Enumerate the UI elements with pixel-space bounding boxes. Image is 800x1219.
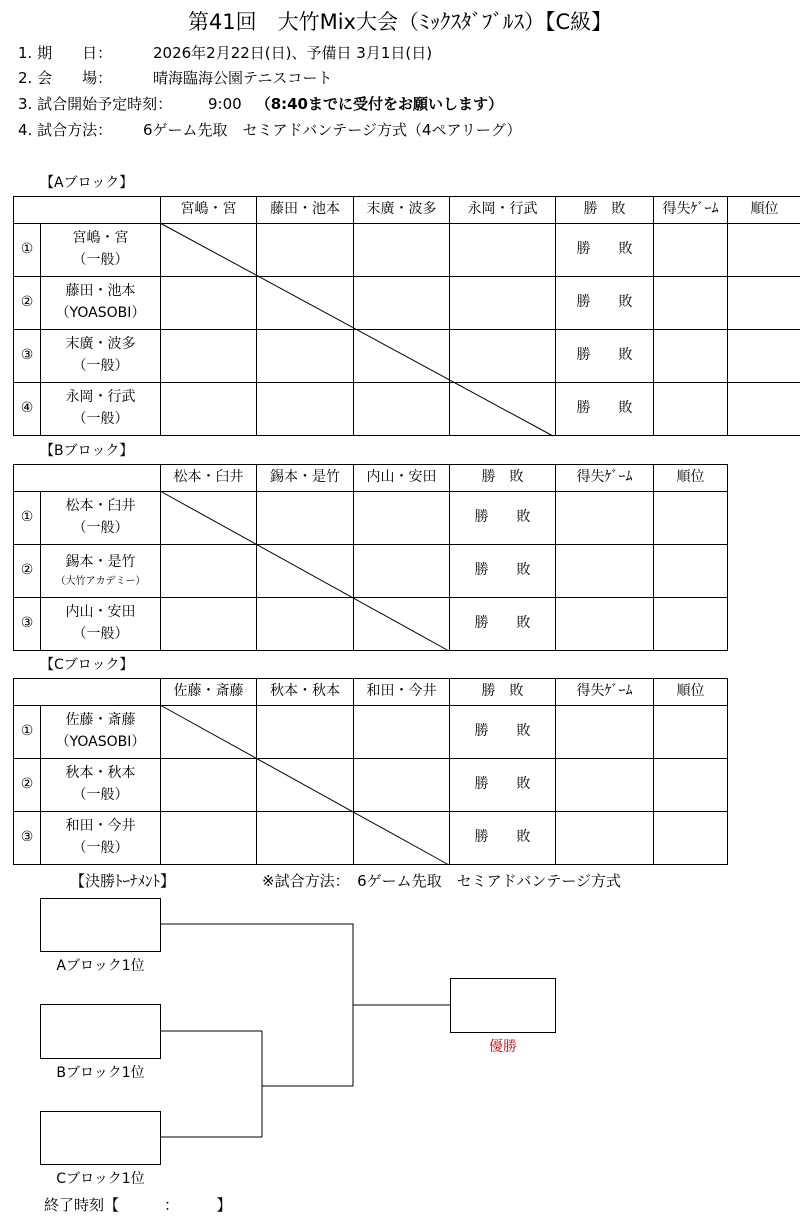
info-start-label: 3. 試合開始予定時刻：: [18, 95, 173, 113]
header-rank: 順位: [728, 197, 800, 224]
team-name: 内山・安田: [65, 604, 136, 621]
slot-a-label: Aブロック1位: [56, 958, 145, 974]
team-number: ①: [14, 492, 41, 545]
win-text: 勝: [474, 509, 489, 526]
team-name: 藤田・池本: [65, 283, 136, 300]
block-c-col-1: 佐藤・斎藤: [161, 679, 257, 706]
loss-text: 敗: [516, 562, 531, 579]
header-rank: 順位: [654, 679, 728, 706]
slot-a-box[interactable]: [40, 898, 161, 952]
team-affiliation: （大竹アカデミー）: [55, 576, 146, 588]
team-number: ④: [14, 383, 41, 436]
winner-label: 優勝: [489, 1039, 517, 1055]
block-b-col-3: 内山・安田: [354, 465, 450, 492]
team-name: 末廣・波多: [65, 336, 136, 353]
block-b-label: 【Bブロック】: [40, 443, 134, 459]
block-c-col-2: 秋本・秋本: [257, 679, 354, 706]
team-number: ①: [14, 706, 41, 759]
block-a-col-1: 宮嶋・宮: [161, 197, 257, 224]
header-games: 得失ｹﾞｰﾑ: [654, 197, 728, 224]
end-time: 終了時刻【 ： 】: [44, 1196, 232, 1214]
team-number: ②: [14, 277, 41, 330]
team-name: 佐藤・斎藤: [65, 712, 136, 729]
win-text: 勝: [576, 294, 591, 311]
loss-text: 敗: [516, 509, 531, 526]
slot-b-box[interactable]: [40, 1004, 161, 1059]
header-win-loss: 勝 敗: [450, 679, 556, 706]
loss-text: 敗: [516, 776, 531, 793]
loss-text: 敗: [516, 723, 531, 740]
team-affiliation: （一般）: [72, 358, 129, 374]
slot-c-box[interactable]: [40, 1111, 161, 1165]
block-a-col-3: 末廣・波多: [354, 197, 450, 224]
loss-text: 敗: [618, 400, 633, 417]
team-number: ③: [14, 330, 41, 383]
header-games: 得失ｹﾞｰﾑ: [556, 679, 654, 706]
win-text: 勝: [576, 347, 591, 364]
winner-box[interactable]: [450, 978, 556, 1033]
win-text: 勝: [474, 615, 489, 632]
win-text: 勝: [474, 776, 489, 793]
info-venue-label: 2. 会 場：: [18, 69, 113, 87]
team-affiliation: （YOASOBI）: [55, 734, 146, 750]
team-name: 秋本・秋本: [65, 765, 136, 782]
tournament-label: 【決勝ﾄｰﾅﾒﾝﾄ】: [70, 872, 176, 890]
loss-text: 敗: [618, 241, 633, 258]
info-date-value: 2026年2月22日(日)、予備日 3月1日(日): [153, 44, 433, 62]
info-start-value: 9:00: [208, 95, 242, 113]
team-number: ③: [14, 812, 41, 865]
team-number: ③: [14, 598, 41, 651]
info-start-note: （8:40までに受付をお願いします）: [255, 95, 503, 113]
win-text: 勝: [474, 562, 489, 579]
team-number: ②: [14, 545, 41, 598]
block-a-label: 【Aブロック】: [40, 175, 134, 191]
block-b-col-2: 錫本・是竹: [257, 465, 354, 492]
loss-text: 敗: [516, 829, 531, 846]
team-name: 宮嶋・宮: [72, 230, 129, 247]
team-affiliation: （YOASOBI）: [55, 305, 146, 321]
loss-text: 敗: [618, 347, 633, 364]
team-number: ②: [14, 759, 41, 812]
win-text: 勝: [576, 400, 591, 417]
team-name: 和田・今井: [65, 818, 136, 835]
slot-c-label: Cブロック1位: [56, 1171, 145, 1187]
win-text: 勝: [474, 829, 489, 846]
team-name: 永岡・行武: [65, 389, 136, 406]
team-affiliation: （一般）: [72, 626, 129, 642]
block-a-col-4: 永岡・行武: [450, 197, 556, 224]
header-win-loss: 勝 敗: [556, 197, 654, 224]
header-rank: 順位: [654, 465, 728, 492]
team-affiliation: （一般）: [72, 411, 129, 427]
team-number: ①: [14, 224, 41, 277]
info-date-label: 1. 期 日：: [18, 44, 113, 62]
team-affiliation: （一般）: [72, 252, 129, 268]
loss-text: 敗: [516, 615, 531, 632]
info-method-value: 6ゲーム先取 セミアドバンテージ方式（4ペアリーグ）: [143, 121, 522, 139]
win-text: 勝: [576, 241, 591, 258]
page-title: 第41回 大竹Mix大会（ﾐｯｸｽﾀﾞﾌﾞﾙｽ）【C級】: [187, 10, 613, 34]
info-venue-value: 晴海臨海公園テニスコート: [153, 69, 333, 87]
team-name: 松本・臼井: [65, 498, 136, 515]
team-affiliation: （一般）: [72, 840, 129, 856]
team-name: 錫本・是竹: [65, 554, 136, 571]
block-c-label: 【Cブロック】: [40, 657, 134, 673]
win-text: 勝: [474, 723, 489, 740]
loss-text: 敗: [618, 294, 633, 311]
slot-b-label: Bブロック1位: [56, 1065, 145, 1081]
block-c-col-3: 和田・今井: [354, 679, 450, 706]
team-affiliation: （一般）: [72, 787, 129, 803]
header-games: 得失ｹﾞｰﾑ: [556, 465, 654, 492]
team-affiliation: （一般）: [72, 520, 129, 536]
info-method-label: 4. 試合方法：: [18, 121, 113, 139]
tournament-note: ※試合方法： 6ゲーム先取 セミアドバンテージ方式: [262, 872, 622, 890]
header-win-loss: 勝 敗: [450, 465, 556, 492]
block-b-col-1: 松本・臼井: [161, 465, 257, 492]
block-a-col-2: 藤田・池本: [257, 197, 354, 224]
